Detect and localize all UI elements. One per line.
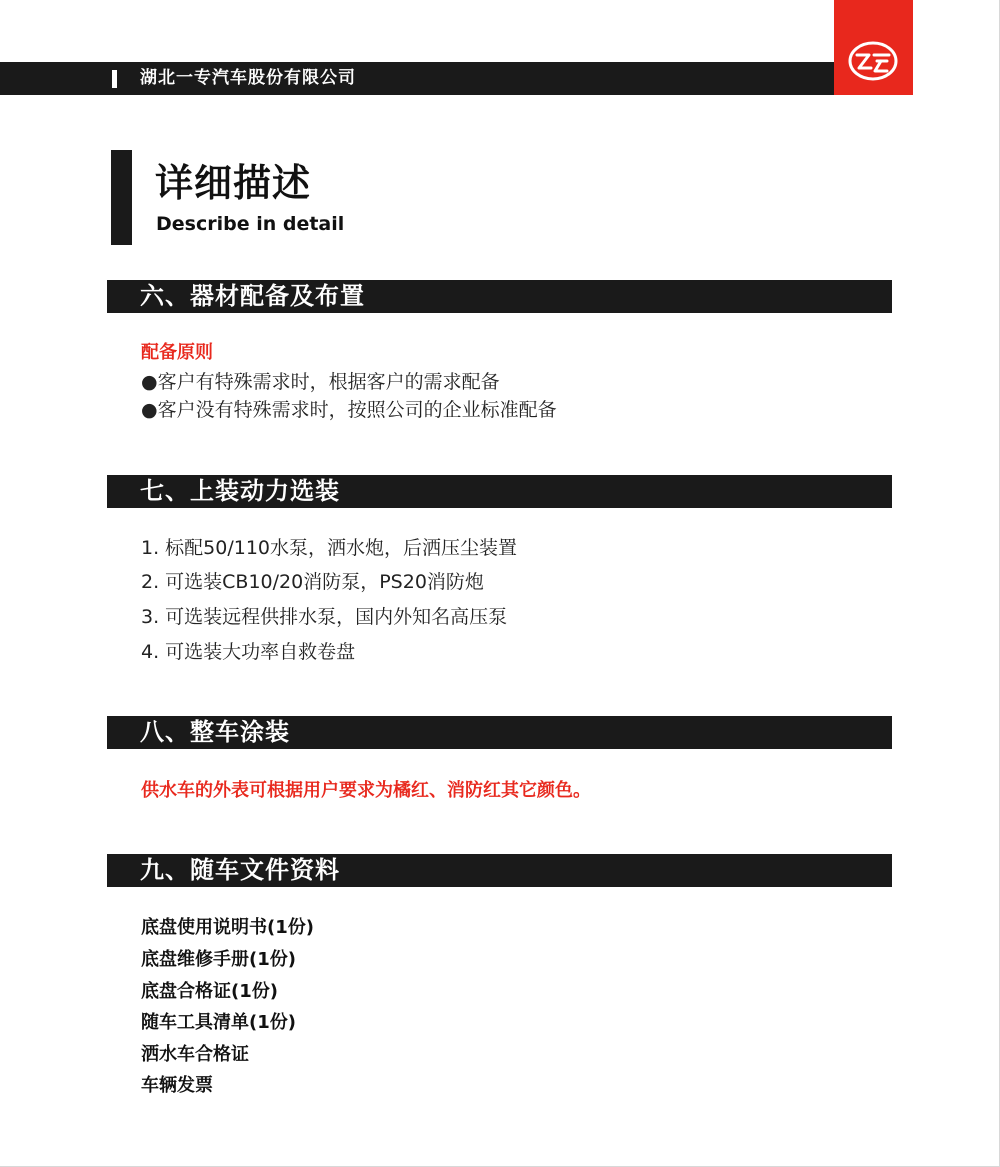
header-accent — [112, 70, 117, 88]
logo-emblem-icon — [847, 40, 899, 82]
list-item: 4. 可选装大功率自救卷盘 — [141, 641, 356, 663]
list-item: ●客户没有特殊需求时，按照公司的企业标准配备 — [141, 399, 557, 421]
list-item: 底盘维修手册(1份) — [141, 949, 296, 970]
list-item: 1. 标配50/110水泵，洒水炮，后洒压尘装置 — [141, 537, 518, 559]
list-item: 底盘合格证(1份) — [141, 981, 278, 1002]
section-bar-paint — [107, 716, 892, 749]
company-name: 湖北一专汽车股份有限公司 — [140, 68, 356, 88]
paint-note: 供水车的外表可根据用户要求为橘红、消防红其它颜色。 — [141, 780, 591, 801]
list-item: 随车工具清单(1份) — [141, 1012, 296, 1033]
company-logo — [834, 0, 913, 95]
page-title: 详细描述 — [155, 161, 312, 205]
section-title: 九、随车文件资料 — [140, 856, 340, 884]
list-item: 车辆发票 — [141, 1075, 213, 1096]
section-bar-power-options — [107, 475, 892, 508]
list-item: 3. 可选装远程供排水泵，国内外知名高压泵 — [141, 606, 508, 628]
list-item: 底盘使用说明书(1份) — [141, 917, 314, 938]
section-title: 七、上装动力选装 — [140, 477, 340, 505]
title-accent-block — [111, 150, 132, 245]
header-bar — [0, 62, 834, 95]
section-heading: 配备原则 — [141, 342, 213, 363]
section-bar-equipment — [107, 280, 892, 313]
section-bar-documents — [107, 854, 892, 887]
list-item: 2. 可选装CB10/20消防泵，PS20消防炮 — [141, 571, 484, 593]
section-title: 六、器材配备及布置 — [140, 282, 365, 310]
section-title: 八、整车涂装 — [140, 718, 290, 746]
list-item: ●客户有特殊需求时，根据客户的需求配备 — [141, 371, 500, 393]
list-item: 洒水车合格证 — [141, 1044, 249, 1065]
page-subtitle: Describe in detail — [156, 213, 345, 235]
